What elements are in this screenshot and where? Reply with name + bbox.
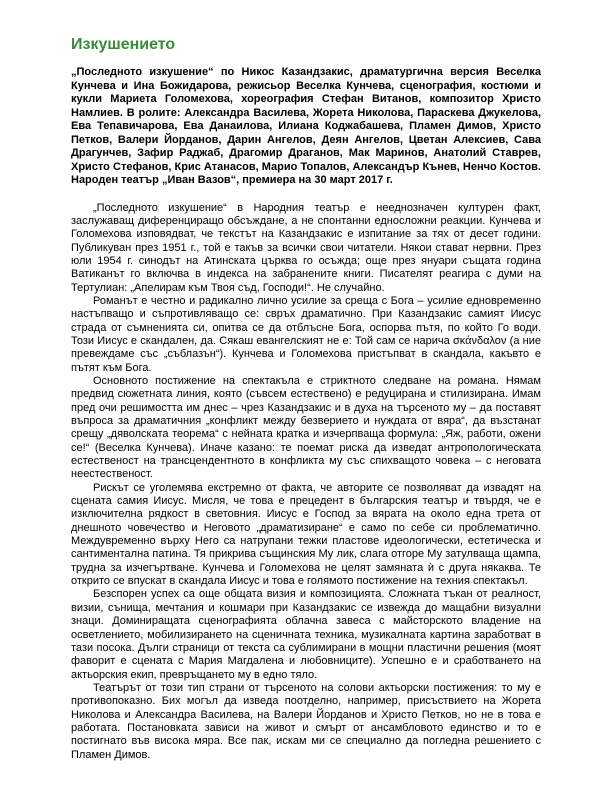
paragraph: Рискът се уголемява екстремно от факта, че авторите се позволяват да извадят на сцената самия Иисус. Мисля, че това е прецедент в българския театър и твърдя, че е изключителна рядкост в световния. Иисус е Господ за вярата на около една трета от днешното човечество и Неговото „драматизиране“ е само по себе си проблематично. Междувременно върху Него са натрупани тежки пластове идеологически, естетическа и сантиментална патина. Тя прикрива същинския Му лик, слага отгоре Му затулваща щампа, трудна за изчегъртване. Кунчева и Голомехова не целят замяната ѝ с друга някаква. Те открито се впускат в скандала Иисус и това е голямото постижение на техния спектакъл. bbox=[71, 481, 541, 588]
article-body bbox=[71, 202, 541, 762]
article-title: Изкушението bbox=[71, 36, 176, 53]
paragraph: „Последното изкушение“ в Народния театър е нееднозначен културен факт, заслужаващ диференциращо обсъждане, а не спонтанни едносложни реакции. Кунчева и Голомехова изповядват, че текстът на Казандзакис е изпитание за тях от десет години. Публикуван през 1951 г., той е такъв за всички свои читатели. Някои стават нервни. През юли 1954 г. синодът на Атинската църква го осъжда; още през януари същата година Ватиканът го включва в индекса на забранените книги. Писателят реагира с думи на Тертулиан: „Апелирам към Твоя съд, Господи!“. Не случайно. bbox=[71, 201, 541, 294]
paragraph: Романът е честно и радикално лично усилие за среща с Бога – усилие едновременно настъпващо и съпротивляващо се: свръх драматично. При Казандзакис самият Иисус страда от съмненията си, опитва се да отблъсне Бога, оспорва пътя, по който Го води. Този Иисус е скандален, да. Сякаш евангелският не е: Той сам се нарича σκάνδαλον (а ние превеждаме със „съблазън“). Кунчева и Голомехова пристъпват в скандала, какъвто е пътят към Бога. bbox=[71, 294, 541, 374]
paragraph: Основното постижение на спектакъла е стриктното следване на романа. Нямам предвид сюжетната линия, която (съвсем естествено) е редуцирана и стилизирана. Имам пред очи решимостта им днес – чрез Казандзакис и в духа на търсеното му – да поставят въпроса за драматичния „конфликт между безверието и нуждата от вяра“, да възстанат срещу „дяволската теорема“ с нейната кратка и изчерпваща формула: „Яж, работи, ожени се!“ (Веселка Кунчева). Иначе казано: те поемат риска да изведат антропологическата естественост на трансцендентното в конфликта му със спихващото човека – с неговата неестественост. bbox=[71, 374, 541, 481]
production-credits: „Последното изкушение“ по Никос Казандзакис, драматургична версия Веселка Кунчева и Ина Божидарова, режисьор Веселка Кунчева, сценография, костюми и кукли Мариета Голомехова, хореография Стефан Витанов, композитор Христо Намлиев. В ролите: Александра Василева, Жорета Николова, Параскева Джукелова, Ева Тепавичарова, Ева Данаилова, Илиана Коджабашева, Пламен Димов, Христо Петков, Валери Йорданов, Дарин Ангелов, Деян Ангелов, Цветан Алексиев, Сава Драгунчев, Зафир Раджаб, Драгомир Драганов, Мак Маринов, Анатолий Ставрев, Христо Стефанов, Крис Атанасов, Марио Топалов, Александър Кънев, Ненчо Костов. Народен театър „Иван Вазов“, премиера на 30 март 2017 г. bbox=[71, 66, 541, 186]
paragraph: Театърът от този тип страни от търсеното на солови актьорски постижения: то му е противопоказно. Бих могъл да изведа поотделно, например, присъствието на Жорета Николова и Александра Василева, на Валери Йорданов и Христо Петков, но не в това е работата. Постановката зависи на живот и смърт от ансамбловото единство и то е постигнато във висока мяра. Все пак, искам ми се специално да погледна решението с Пламен Димов. bbox=[71, 681, 541, 761]
paragraph: Безспорен успех са още общата визия и композицията. Сложната тъкан от реалност, визии, сънища, мечтания и кошмари при Казандзакис се извежда до мащабни визуални знаци. Доминиращата сценографията облачна завеса с майсторското владение на осветлението, мобилизирането на сценичната техника, музикалната картина заработват в тази посока. Дълги страници от текста са сублимирани в мощни пластични решения (моят фаворит е сцената с Мария Магдалена и любовниците). Успешно е и сработването на актьорския екип, превръщането му в едно тяло. bbox=[71, 588, 541, 681]
